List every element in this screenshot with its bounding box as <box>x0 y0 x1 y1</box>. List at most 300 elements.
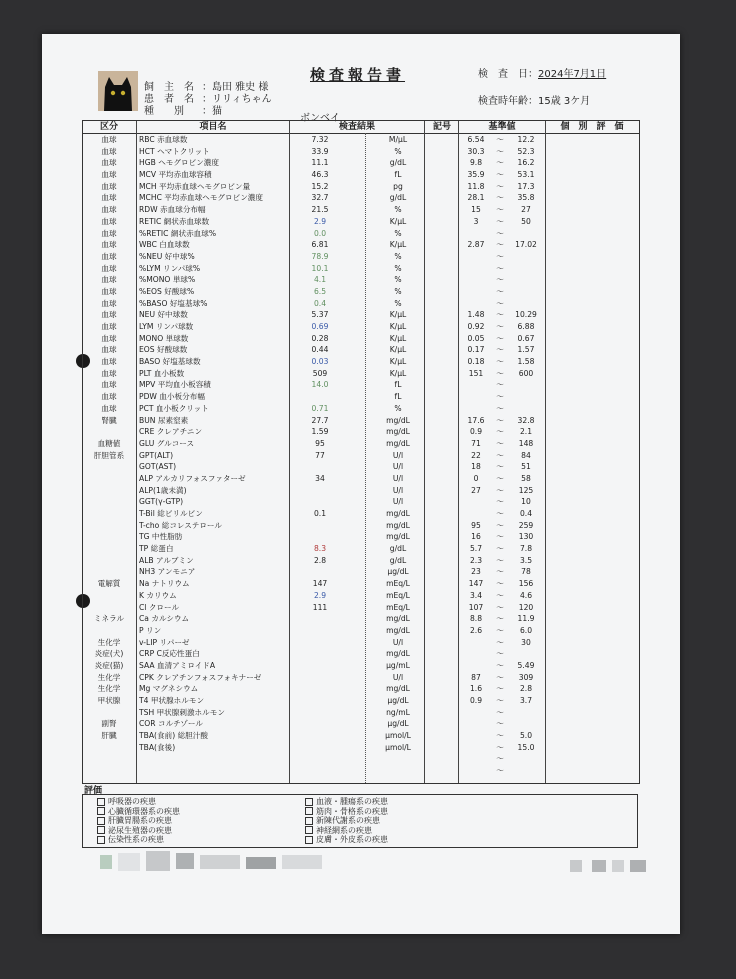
reference-separator: 〜 <box>496 660 504 670</box>
result-cell: 11.1 <box>311 158 329 168</box>
table-row <box>83 625 639 637</box>
reference-high-cell: 30 <box>521 637 531 647</box>
table-body <box>83 134 639 777</box>
result-cell: 0.03 <box>311 357 329 367</box>
reference-high-cell: 7.8 <box>519 544 533 554</box>
reference-high-cell: 35.8 <box>517 193 535 203</box>
unit-cell: K/μL <box>389 345 407 355</box>
table-row <box>83 718 639 730</box>
category-cell: 血球 <box>101 310 117 320</box>
unit-cell: M/μL <box>388 135 408 144</box>
table-row <box>83 578 639 590</box>
reference-high-cell: 84 <box>521 450 531 460</box>
unit-cell: K/μL <box>389 368 407 378</box>
unit-cell: mg/dL <box>386 649 410 659</box>
result-cell: 2.9 <box>313 590 327 600</box>
table-row <box>83 415 639 427</box>
result-cell: 1.59 <box>311 427 329 437</box>
reference-separator: 〜 <box>496 754 504 764</box>
reference-low-cell: 22 <box>471 450 481 460</box>
reference-low-cell: 18 <box>471 462 481 472</box>
table-row <box>83 590 639 602</box>
item-name-cell: %EOS 好酸球% <box>139 286 195 296</box>
reference-low-cell: 15 <box>471 205 481 215</box>
reference-low-cell: 3 <box>473 216 479 226</box>
table-row <box>83 263 639 275</box>
category-cell: 血球 <box>101 228 117 238</box>
reference-high-cell: 16.2 <box>517 158 535 168</box>
evaluation-item[interactable] <box>305 826 388 836</box>
reference-separator: 〜 <box>496 742 504 752</box>
table-row <box>83 555 639 567</box>
table-row <box>83 251 639 263</box>
reference-high-cell: 1.58 <box>517 357 535 367</box>
redacted-footer-right <box>570 860 646 872</box>
result-cell: 77 <box>315 450 325 460</box>
result-cell: 5.37 <box>311 310 329 320</box>
reference-high-cell: 6.0 <box>519 625 533 635</box>
table-row <box>83 485 639 497</box>
category-cell: 血球 <box>101 286 117 296</box>
report-title: 検査報告書 <box>310 66 406 84</box>
result-cell: 10.1 <box>311 263 329 273</box>
item-name-cell: T-Bil 総ビリルビン <box>139 509 203 518</box>
table-row <box>83 309 639 321</box>
table-row <box>83 672 639 684</box>
reference-separator: 〜 <box>496 672 504 682</box>
reference-low-cell: 35.9 <box>467 170 485 180</box>
table-row <box>83 356 639 368</box>
reference-separator: 〜 <box>496 146 504 156</box>
category-cell: 血球 <box>101 205 117 215</box>
reference-separator: 〜 <box>496 684 504 694</box>
table-row <box>83 496 639 508</box>
reference-low-cell: 0.17 <box>467 345 485 355</box>
reference-high-cell: 120 <box>518 602 534 612</box>
unit-cell: K/μL <box>389 216 407 226</box>
evaluation-item[interactable] <box>97 835 180 845</box>
reference-separator: 〜 <box>496 158 504 168</box>
reference-separator: 〜 <box>496 696 504 705</box>
unit-cell: U/l <box>392 637 404 647</box>
reference-separator: 〜 <box>496 170 504 180</box>
category-cell: 血球 <box>101 298 117 308</box>
reference-separator: 〜 <box>496 193 504 203</box>
reference-high-cell: 32.8 <box>517 415 535 425</box>
item-name-cell: MCV 平均赤血球容積 <box>139 170 212 180</box>
evaluation-item[interactable] <box>305 807 388 817</box>
reference-high-cell: 3.5 <box>519 555 533 565</box>
reference-high-cell: 5.49 <box>517 660 535 670</box>
reference-high-cell: 10 <box>521 497 531 507</box>
category-cell: 血球 <box>101 170 117 180</box>
table-row <box>83 438 639 450</box>
reference-separator: 〜 <box>496 135 504 144</box>
category-cell: 血球 <box>101 146 117 156</box>
item-name-cell: CRP C反応性蛋白 <box>139 649 200 659</box>
category-cell: 血球 <box>101 193 117 203</box>
reference-separator: 〜 <box>496 731 504 741</box>
item-name-cell: %NEU 好中球% <box>139 251 195 261</box>
reference-high-cell: 3.7 <box>519 696 533 705</box>
item-name-cell: TP 総蛋白 <box>139 544 174 554</box>
unit-cell: % <box>394 146 402 156</box>
reference-separator: 〜 <box>496 450 504 460</box>
category-cell: 電解質 <box>97 579 121 589</box>
unit-cell: μmol/L <box>385 742 411 752</box>
item-name-cell: P リン <box>139 625 162 635</box>
evaluation-item[interactable] <box>305 835 388 845</box>
item-name-cell: TG 中性脂肪 <box>139 532 183 542</box>
table-row <box>83 753 639 765</box>
item-name-cell: EOS 好酸球数 <box>139 345 188 355</box>
unit-cell: mEq/L <box>386 590 410 600</box>
reference-high-cell: 51 <box>521 462 531 472</box>
unit-cell: mg/dL <box>386 415 410 425</box>
result-cell: 32.7 <box>311 193 329 203</box>
reference-separator: 〜 <box>496 649 504 659</box>
reference-low-cell: 0.05 <box>467 333 485 343</box>
evaluation-item[interactable] <box>97 797 180 807</box>
result-cell: 78.9 <box>311 251 329 261</box>
reference-separator: 〜 <box>496 368 504 378</box>
result-cell: 6.5 <box>313 286 327 296</box>
reference-low-cell: 30.3 <box>467 146 485 156</box>
unit-cell: mg/dL <box>386 614 410 624</box>
reference-separator: 〜 <box>496 719 504 729</box>
reference-high-cell: 27 <box>521 205 531 215</box>
table-row <box>83 403 639 415</box>
result-cell: 0.71 <box>311 403 329 413</box>
reference-low-cell: 16 <box>471 532 481 542</box>
category-cell: 血球 <box>101 357 117 367</box>
evaluation-item[interactable] <box>97 807 180 817</box>
table-row <box>83 298 639 310</box>
item-name-cell: v-LIP リパーゼ <box>139 637 190 647</box>
reference-high-cell: 10.29 <box>515 310 537 320</box>
unit-cell: μg/dL <box>387 696 409 705</box>
category-cell: 血球 <box>101 263 117 273</box>
result-cell: 21.5 <box>311 205 329 215</box>
reference-high-cell: 0.4 <box>519 509 533 518</box>
unit-cell: fL <box>394 380 402 390</box>
unit-cell: μg/dL <box>387 719 409 729</box>
reference-low-cell: 0 <box>473 473 479 483</box>
reference-separator: 〜 <box>496 216 504 226</box>
category-cell: 血球 <box>101 403 117 413</box>
item-name-cell: PLT 血小板数 <box>139 368 185 378</box>
reference-separator: 〜 <box>496 298 504 308</box>
category-cell: 血球 <box>101 345 117 355</box>
unit-cell: μg/dL <box>387 567 409 577</box>
item-name-cell: RETIC 網状赤血球数 <box>139 216 210 226</box>
exam-date: 検 査 日：2024年7月1日 <box>478 69 607 80</box>
reference-low-cell: 95 <box>471 520 481 530</box>
category-cell: 血球 <box>101 392 117 402</box>
table-row <box>83 566 639 578</box>
unit-cell: % <box>394 251 402 261</box>
table-row <box>83 648 639 660</box>
unit-cell: % <box>394 298 402 308</box>
item-name-cell: %LYM リンパ球% <box>139 263 201 273</box>
header-evaluation: 個 別 評 価 <box>560 122 624 132</box>
unit-cell: fL <box>394 392 402 402</box>
reference-high-cell: 53.1 <box>517 170 535 180</box>
reference-low-cell: 6.54 <box>467 135 485 144</box>
reference-separator: 〜 <box>496 228 504 238</box>
checkbox[interactable] <box>305 817 313 825</box>
reference-high-cell: 17.02 <box>515 240 537 250</box>
reference-separator: 〜 <box>496 427 504 437</box>
reference-high-cell: 15.0 <box>517 742 535 752</box>
checkbox[interactable] <box>305 807 313 815</box>
reference-low-cell: 71 <box>471 438 481 448</box>
reference-high-cell: 2.8 <box>519 684 533 694</box>
result-cell: 8.3 <box>313 544 327 554</box>
reference-high-cell: 148 <box>518 438 534 448</box>
reference-separator: 〜 <box>496 555 504 565</box>
unit-cell: pg <box>393 181 403 191</box>
table-row <box>83 461 639 473</box>
reference-high-cell: 2.1 <box>519 427 533 437</box>
item-name-cell: ALP アルカリフォスファターゼ <box>139 473 246 483</box>
category-cell: 血球 <box>101 333 117 343</box>
header-item: 項目名 <box>199 122 227 132</box>
reference-low-cell: 1.6 <box>469 684 483 694</box>
unit-cell: K/μL <box>389 333 407 343</box>
reference-separator: 〜 <box>496 567 504 577</box>
table-row <box>83 146 639 158</box>
evaluation-item[interactable] <box>305 816 388 826</box>
table-row <box>83 239 639 251</box>
result-cell: 27.7 <box>311 415 329 425</box>
result-cell: 509 <box>312 368 328 378</box>
item-name-cell: PCT 血小板クリット <box>139 403 209 413</box>
table-row <box>83 660 639 672</box>
result-cell: 33.9 <box>311 146 329 156</box>
reference-separator: 〜 <box>496 310 504 320</box>
table-row <box>83 321 639 333</box>
item-name-cell: %RETIC 網状赤血球% <box>139 228 217 238</box>
reference-low-cell: 11.8 <box>467 181 485 191</box>
reference-separator: 〜 <box>496 544 504 554</box>
category-cell: 血球 <box>101 135 117 144</box>
reference-separator: 〜 <box>496 333 504 343</box>
unit-cell: mg/dL <box>386 509 410 518</box>
report-paper <box>42 34 680 934</box>
result-cell: 15.2 <box>311 181 329 191</box>
item-name-cell: WBC 白血球数 <box>139 240 190 250</box>
category-cell: 腎臓 <box>101 415 117 425</box>
item-name-cell: Cl クロール <box>139 602 180 612</box>
category-cell: 血球 <box>101 380 117 390</box>
checkbox[interactable] <box>305 826 313 834</box>
result-cell: 147 <box>312 579 328 589</box>
table-row <box>83 473 639 485</box>
unit-cell: U/l <box>392 473 404 483</box>
category-cell: 生化学 <box>97 672 121 682</box>
reference-low-cell: 1.48 <box>467 310 485 320</box>
reference-low-cell: 2.6 <box>469 625 483 635</box>
header-symbol: 記号 <box>432 122 451 132</box>
item-name-cell: RBC 赤血球数 <box>139 135 188 144</box>
table-row <box>83 204 639 216</box>
unit-cell: mEq/L <box>386 579 410 589</box>
reference-separator: 〜 <box>496 473 504 483</box>
result-cell: 6.81 <box>311 240 329 250</box>
reference-separator: 〜 <box>496 590 504 600</box>
evaluation-label: 神経網系の疾患 <box>316 825 372 835</box>
evaluation-label: 泌尿生殖器の疾患 <box>108 825 172 835</box>
item-name-cell: %BASO 好塩基球% <box>139 298 208 308</box>
reference-separator: 〜 <box>496 579 504 589</box>
table-row <box>83 368 639 380</box>
item-name-cell: ALB アルブミン <box>139 555 194 565</box>
reference-low-cell: 27 <box>471 485 481 495</box>
checkbox[interactable] <box>305 836 313 844</box>
item-name-cell: ALP(1歳未満) <box>139 485 187 495</box>
table-row <box>83 531 639 543</box>
table-row <box>83 333 639 345</box>
unit-cell: μg/mL <box>386 660 410 670</box>
item-name-cell: GLU グルコース <box>139 438 195 448</box>
reference-separator: 〜 <box>496 415 504 425</box>
item-name-cell: NH3 アンモニア <box>139 567 196 577</box>
table-row <box>83 274 639 286</box>
category-cell: 血球 <box>101 240 117 250</box>
reference-high-cell: 6.88 <box>517 322 535 331</box>
category-cell: 血球 <box>101 251 117 261</box>
table-row <box>83 508 639 520</box>
unit-cell: % <box>394 275 402 285</box>
reference-high-cell: 309 <box>518 672 534 682</box>
item-name-cell: K カリウム <box>139 590 177 600</box>
unit-cell: mg/dL <box>386 520 410 530</box>
table-row <box>83 134 639 146</box>
evaluation-label: 呼吸器の疾患 <box>108 797 156 806</box>
result-cell: 46.3 <box>311 170 329 180</box>
reference-high-cell: 78 <box>521 567 531 577</box>
reference-low-cell: 0.9 <box>469 696 483 705</box>
evaluation-label: 肝臓胃腸系の疾患 <box>108 816 172 825</box>
reference-low-cell: 8.8 <box>469 614 483 624</box>
category-cell: 副腎 <box>101 719 117 729</box>
reference-separator: 〜 <box>496 614 504 624</box>
item-name-cell: Na ナトリウム <box>139 579 190 589</box>
result-cell: 7.32 <box>311 135 329 144</box>
item-name-cell: LYM リンパ球数 <box>139 322 194 331</box>
unit-cell: g/dL <box>389 193 407 203</box>
evaluation-item[interactable] <box>305 797 388 807</box>
evaluation-label: 伝染性系の疾患 <box>108 835 164 844</box>
table-row <box>83 730 639 742</box>
item-name-cell: CPK クレアチンフォスフォキナーゼ <box>139 672 262 682</box>
unit-cell: % <box>394 263 402 273</box>
evaluation-label: 筋肉・骨格系の疾患 <box>316 806 388 816</box>
reference-low-cell: 17.6 <box>467 415 485 425</box>
cat-photo <box>98 71 138 111</box>
table-row <box>83 216 639 228</box>
result-cell: 0.44 <box>311 345 329 355</box>
unit-cell: K/μL <box>389 240 407 250</box>
reference-low-cell: 2.87 <box>467 240 485 250</box>
unit-cell: g/dL <box>389 555 407 565</box>
reference-separator: 〜 <box>496 322 504 331</box>
result-cell: 0.4 <box>313 298 327 308</box>
item-name-cell: T-cho 総コレステロール <box>139 520 222 530</box>
checkbox[interactable] <box>97 836 105 844</box>
evaluation-item[interactable] <box>97 816 180 826</box>
patient-info: 飼 主 名 ：島田 雅史 様 患 者 名 ：リリィちゃん 種 別 ：猫 <box>144 82 272 117</box>
table-row <box>83 742 639 754</box>
table-row <box>83 543 639 555</box>
reference-low-cell: 147 <box>468 579 484 589</box>
category-cell: 炎症(猫) <box>94 660 124 670</box>
reference-low-cell: 107 <box>468 602 484 612</box>
reference-separator: 〜 <box>496 532 504 542</box>
item-name-cell: %MONO 単球% <box>139 275 196 285</box>
reference-low-cell: 28.1 <box>467 193 485 203</box>
reference-separator: 〜 <box>496 380 504 390</box>
table-row <box>83 637 639 649</box>
table-row <box>83 169 639 181</box>
evaluation-item[interactable] <box>97 826 180 836</box>
reference-low-cell: 23 <box>471 567 481 577</box>
checkbox[interactable] <box>97 807 105 815</box>
unit-cell: U/l <box>392 497 404 507</box>
reference-low-cell: 2.3 <box>469 555 483 565</box>
table-row <box>83 683 639 695</box>
category-cell: 血球 <box>101 158 117 168</box>
reference-separator: 〜 <box>496 625 504 635</box>
reference-separator: 〜 <box>496 766 504 776</box>
item-name-cell: MCHC 平均赤血球ヘモグロビン濃度 <box>139 193 263 203</box>
item-name-cell: TBA(食後) <box>139 742 176 752</box>
category-cell: 肝臓 <box>101 731 117 741</box>
reference-separator: 〜 <box>496 205 504 215</box>
checkbox[interactable] <box>97 798 105 806</box>
checkbox[interactable] <box>305 798 313 806</box>
reference-low-cell: 87 <box>471 672 481 682</box>
table-row <box>83 450 639 462</box>
reference-low-cell: 151 <box>468 368 484 378</box>
result-cell: 4.1 <box>313 275 327 285</box>
item-name-cell: BUN 尿素窒素 <box>139 415 189 425</box>
evaluation-section <box>82 786 638 846</box>
unit-cell: K/μL <box>389 310 407 320</box>
reference-separator: 〜 <box>496 275 504 285</box>
checkbox[interactable] <box>97 817 105 825</box>
unit-cell: U/l <box>392 672 404 682</box>
reference-low-cell: 5.7 <box>469 544 483 554</box>
unit-cell: % <box>394 286 402 296</box>
table-row <box>83 192 639 204</box>
category-cell: 炎症(犬) <box>94 649 124 659</box>
item-name-cell: HGB ヘモグロビン濃度 <box>139 158 219 168</box>
item-name-cell: MPV 平均血小板容積 <box>139 380 211 390</box>
category-cell: 血球 <box>101 368 117 378</box>
checkbox[interactable] <box>97 826 105 834</box>
reference-high-cell: 125 <box>518 485 534 495</box>
header-result: 検査結果 <box>338 122 375 132</box>
unit-cell: U/l <box>392 485 404 495</box>
result-cell: 14.0 <box>311 380 329 390</box>
category-cell: 血球 <box>101 216 117 226</box>
reference-high-cell: 4.6 <box>519 590 533 600</box>
evaluation-label: 血液・腫瘍系の疾患 <box>316 797 388 806</box>
reference-separator: 〜 <box>496 403 504 413</box>
unit-cell: g/dL <box>389 544 407 554</box>
